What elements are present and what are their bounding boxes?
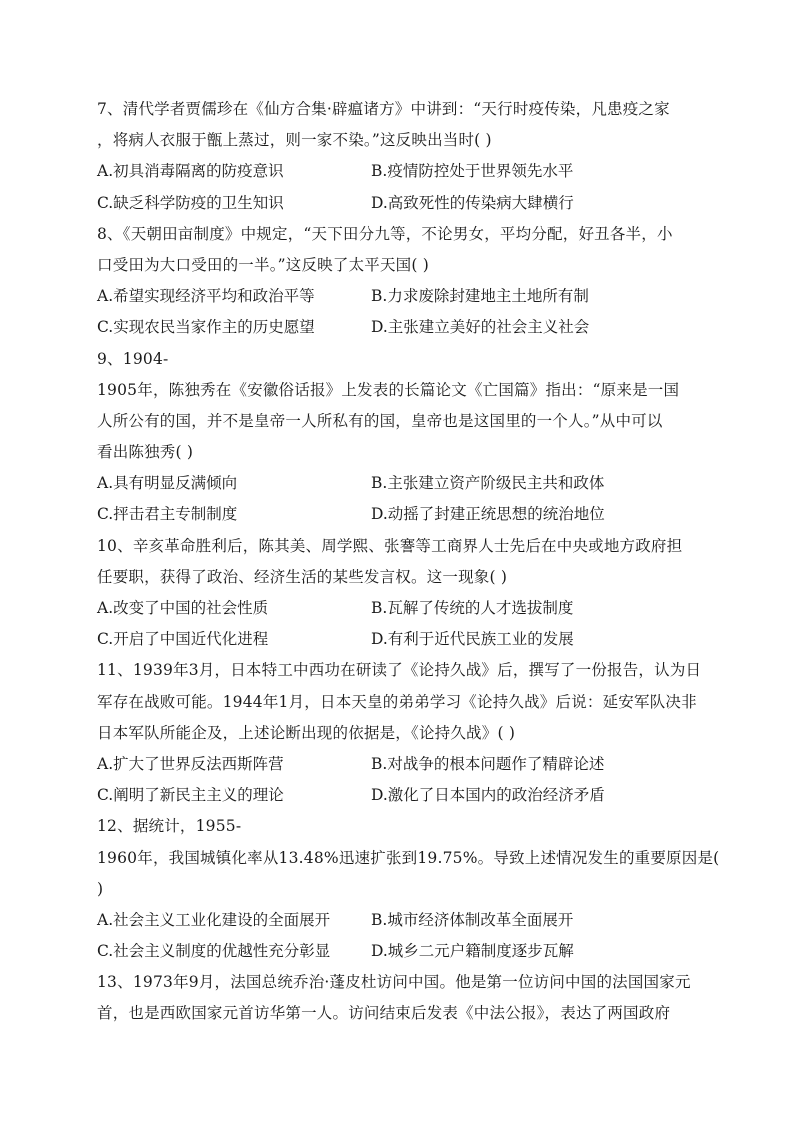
question-text-line: 8、《天朝田亩制度》中规定，“天下田分九等，不论男女，平均分配，好丑各半，小	[97, 224, 673, 243]
answer-option: A.初具消毒隔离的防疫意识	[97, 162, 284, 181]
question-text-line: 人所公有的国，并不是皇帝一人所私有的国，皇帝也是这国里的一个人。”从中可以	[97, 411, 663, 430]
question-11	[97, 655, 705, 811]
answer-option: A.希望实现经济平均和政治平等	[97, 287, 315, 306]
question-text-line: 看出陈独秀( )	[97, 443, 194, 462]
option-row	[97, 468, 705, 499]
answer-option: B.瓦解了传统的人才选拔制度	[371, 599, 574, 617]
answer-option: B.对战争的根本问题作了精辟论述	[371, 754, 605, 773]
question-9	[97, 344, 705, 531]
option-row	[97, 188, 705, 219]
answer-option: C.缺乏科学防疫的卫生知识	[97, 193, 284, 212]
option-row	[97, 312, 705, 343]
question-8	[97, 219, 705, 344]
question-text-line: 任要职，获得了政治、经济生活的某些发言权。这一现象( )	[97, 567, 508, 586]
answer-option: D.高致死性的传染病大肆横行	[371, 193, 574, 212]
option-row	[97, 905, 705, 936]
question-text-line: 13、1973年9月，法国总统乔治·蓬皮杜访问中国。他是第一位访问中国的法国国家元	[97, 973, 691, 992]
question-text-line: )	[97, 879, 104, 898]
answer-option: C.抨击君主专制制度	[97, 505, 238, 524]
question-text-line: 9、1904-	[97, 349, 169, 368]
question-13	[97, 967, 705, 1029]
option-row	[97, 281, 705, 312]
answer-option: B.疫情防控处于世界领先水平	[371, 162, 574, 181]
answer-option: A.扩大了世界反法西斯阵营	[97, 754, 284, 773]
question-list	[97, 94, 720, 1030]
answer-option: A.改变了中国的社会性质	[97, 599, 269, 617]
question-text-line: 军存在战败可能。1944年1月，日本天皇的弟弟学习《论持久战》后说：延安军队决非	[97, 692, 697, 711]
answer-option: D.有利于近代民族工业的发展	[371, 630, 574, 649]
option-row	[97, 156, 705, 187]
question-10	[97, 531, 705, 656]
option-row	[97, 780, 705, 811]
question-text-line: 7、清代学者贾儒珍在《仙方合集·辟瘟诸方》中讲到：“天行时疫传染，凡患疫之家	[97, 100, 670, 118]
question-text-line: ，将病人衣服于甑上蒸过，则一家不染。”这反映出当时( )	[97, 131, 492, 150]
answer-option: A.具有明显反满倾向	[97, 474, 238, 493]
answer-option: D.动摇了封建正统思想的统治地位	[371, 505, 605, 524]
option-row	[97, 749, 705, 780]
answer-option: B.主张建立资产阶级民主共和政体	[371, 474, 605, 493]
question-text-line: 1960年，我国城镇化率从13.48%迅速扩张到19.75%。导致上述情况发生的重要原因是(	[97, 848, 720, 867]
question-text-line: 12、据统计，1955-	[97, 817, 242, 836]
question-text-line: 10、辛亥革命胜利后，陈其美、周学熙、张謇等工商界人士先后在中央或地方政府担	[97, 536, 683, 555]
answer-option: D.激化了日本国内的政治经济矛盾	[371, 786, 605, 805]
answer-option: D.城乡二元户籍制度逐步瓦解	[371, 942, 574, 961]
option-row	[97, 624, 705, 655]
answer-option: C.社会主义制度的优越性充分彰显	[97, 942, 331, 961]
question-text-line: 1905年，陈独秀在《安徽俗话报》上发表的长篇论文《亡国篇》指出：“原来是一国	[97, 380, 680, 399]
answer-option: B.城市经济体制改革全面展开	[371, 910, 574, 929]
option-row	[97, 593, 705, 624]
question-12	[97, 811, 720, 967]
question-text-line: 日本军队所能企及，上述论断出现的依据是，《论持久战》( )	[97, 723, 516, 742]
answer-option: C.开启了中国近代化进程	[97, 630, 269, 649]
answer-option: D.主张建立美好的社会主义社会	[371, 318, 590, 337]
question-text-line: 首，也是西欧国家元首访华第一人。访问结束后发表《中法公报》，表达了两国政府	[97, 1004, 671, 1023]
answer-option: A.社会主义工业化建设的全面展开	[97, 910, 331, 929]
answer-option: C.实现农民当家作主的历史愿望	[97, 318, 315, 337]
option-row	[97, 936, 705, 967]
question-text-line: 11、1939年3月，日本特工中西功在研读了《论持久战》后，撰写了一份报告，认为日	[97, 661, 702, 680]
answer-option: B.力求废除封建地主土地所有制	[371, 287, 589, 306]
answer-option: C.阐明了新民主主义的理论	[97, 786, 284, 805]
question-text-line: 口受田为大口受田的一半。”这反映了太平天国( )	[97, 255, 429, 274]
question-7	[97, 94, 705, 219]
option-row	[97, 499, 705, 530]
